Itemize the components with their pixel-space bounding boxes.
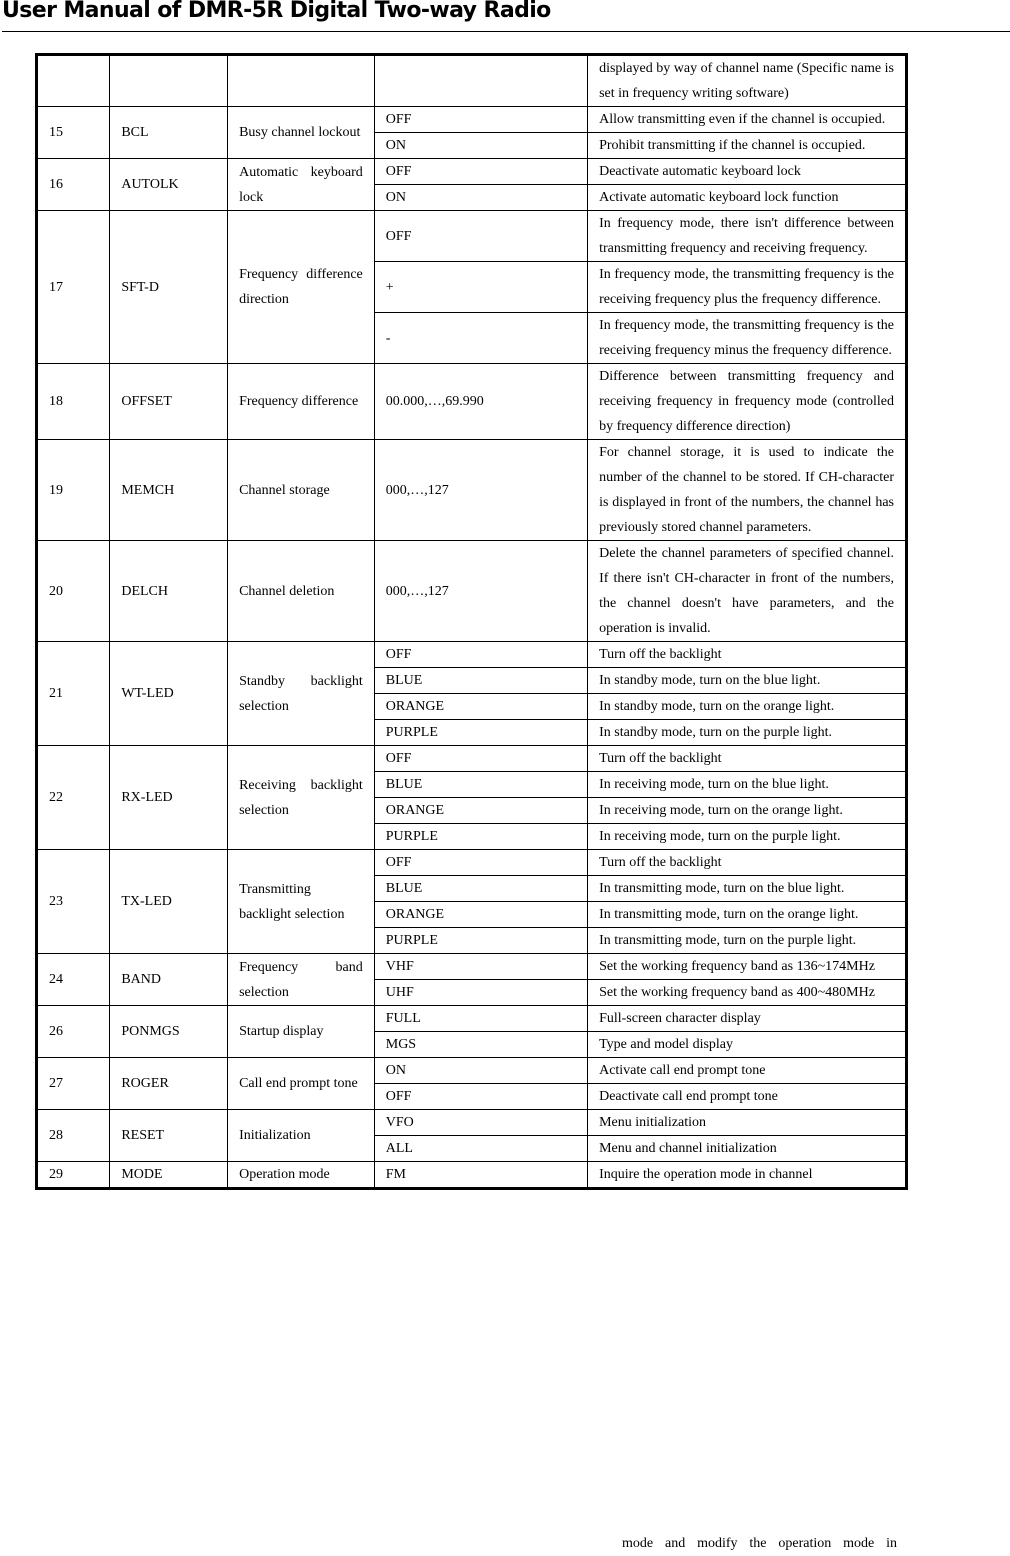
menu-settings-table xyxy=(35,53,908,1190)
table-row xyxy=(37,541,907,642)
cell-no: 20 xyxy=(37,541,110,642)
table-row xyxy=(37,1162,907,1189)
cell-option: PURPLE xyxy=(374,720,587,746)
cell-description: Deactivate automatic keyboard lock xyxy=(588,159,907,185)
cell-description: In frequency mode, there isn't difference between transmitting frequency and receiving frequency. xyxy=(588,211,907,262)
table-row xyxy=(37,850,907,876)
cell-code: WT-LED xyxy=(110,642,228,746)
cell-description: Full-screen character display xyxy=(588,1006,907,1032)
cell-option: FULL xyxy=(374,1006,587,1032)
table-row xyxy=(37,440,907,541)
table-row xyxy=(37,954,907,980)
cell-description: In transmitting mode, turn on the blue light. xyxy=(588,876,907,902)
cell-code: ROGER xyxy=(110,1058,228,1110)
cell-option: BLUE xyxy=(374,772,587,798)
cell-code: PONMGS xyxy=(110,1006,228,1058)
cell-option: UHF xyxy=(374,980,587,1006)
cell-option: + xyxy=(374,262,587,313)
cell-description: Turn off the backlight xyxy=(588,850,907,876)
cell-description: In transmitting mode, turn on the purple light. xyxy=(588,928,907,954)
cell-code: BCL xyxy=(110,107,228,159)
cell-no: 19 xyxy=(37,440,110,541)
table-row xyxy=(37,107,907,133)
cell-description: Inquire the operation mode in channel xyxy=(588,1162,907,1189)
cell-option: ON xyxy=(374,133,587,159)
cell-description: Difference between transmitting frequency and receiving frequency in frequency mode (controlled by frequency difference direction) xyxy=(588,364,907,440)
cell-no: 18 xyxy=(37,364,110,440)
cell-no: 29 xyxy=(37,1162,110,1189)
cell-name: Channel deletion xyxy=(228,541,375,642)
cell-option: OFF xyxy=(374,746,587,772)
cell-code: OFFSET xyxy=(110,364,228,440)
cell-description: In receiving mode, turn on the orange light. xyxy=(588,798,907,824)
cell-name: Standby backlight selection xyxy=(228,642,375,746)
cell-no: 16 xyxy=(37,159,110,211)
cell-description: Activate automatic keyboard lock function xyxy=(588,185,907,211)
cell-description: Type and model display xyxy=(588,1032,907,1058)
continued-description: mode and modify the operation mode in xyxy=(622,1536,897,1551)
cell-description: Prohibit transmitting if the channel is occupied. xyxy=(588,133,907,159)
cell-description: Delete the channel parameters of specified channel. If there isn't CH-character in front of the numbers, the channel doesn't have parameters, and the operation is invalid. xyxy=(588,541,907,642)
cell-option: - xyxy=(374,313,587,364)
table-row xyxy=(37,642,907,668)
cell-name: Operation mode xyxy=(228,1162,375,1189)
cell-name: Frequency difference direction xyxy=(228,211,375,364)
cell-description: In standby mode, turn on the orange light. xyxy=(588,694,907,720)
cell-name: Automatic keyboard lock xyxy=(228,159,375,211)
cell-code: DELCH xyxy=(110,541,228,642)
cell-name: Initialization xyxy=(228,1110,375,1162)
cell-code: SFT-D xyxy=(110,211,228,364)
cell-no: 27 xyxy=(37,1058,110,1110)
cell-code: TX-LED xyxy=(110,850,228,954)
cell-option: 000,…,127 xyxy=(374,440,587,541)
cell-code xyxy=(110,55,228,107)
table-row xyxy=(37,364,907,440)
cell-option xyxy=(374,55,587,107)
cell-name: Frequency difference xyxy=(228,364,375,440)
page-header xyxy=(2,0,1010,32)
cell-option: ALL xyxy=(374,1136,587,1162)
cell-description: In transmitting mode, turn on the orange light. xyxy=(588,902,907,928)
cell-description: Turn off the backlight xyxy=(588,746,907,772)
cell-description: Set the working frequency band as 136~174MHz xyxy=(588,954,907,980)
cell-option: ON xyxy=(374,185,587,211)
cell-option: PURPLE xyxy=(374,928,587,954)
cell-name: Transmitting backlight selection xyxy=(228,850,375,954)
cell-no: 26 xyxy=(37,1006,110,1058)
cell-no: 21 xyxy=(37,642,110,746)
cell-code: RESET xyxy=(110,1110,228,1162)
cell-option: OFF xyxy=(374,850,587,876)
table-row xyxy=(37,159,907,185)
cell-description: In receiving mode, turn on the purple light. xyxy=(588,824,907,850)
cell-option: ORANGE xyxy=(374,902,587,928)
cell-option: ORANGE xyxy=(374,694,587,720)
cell-description: Activate call end prompt tone xyxy=(588,1058,907,1084)
cell-description: Menu initialization xyxy=(588,1110,907,1136)
cell-option: BLUE xyxy=(374,668,587,694)
cell-option: MGS xyxy=(374,1032,587,1058)
cell-name xyxy=(228,55,375,107)
cell-description: Set the working frequency band as 400~480MHz xyxy=(588,980,907,1006)
cell-code: MODE xyxy=(110,1162,228,1189)
cell-option: ON xyxy=(374,1058,587,1084)
cell-option: 000,…,127 xyxy=(374,541,587,642)
cell-option: OFF xyxy=(374,1084,587,1110)
cell-description: In standby mode, turn on the blue light. xyxy=(588,668,907,694)
cell-code: AUTOLK xyxy=(110,159,228,211)
cell-description: In frequency mode, the transmitting frequency is the receiving frequency minus the frequency difference. xyxy=(588,313,907,364)
cell-description: Turn off the backlight xyxy=(588,642,907,668)
cell-option: BLUE xyxy=(374,876,587,902)
cell-option: VHF xyxy=(374,954,587,980)
cell-description: Allow transmitting even if the channel is occupied. xyxy=(588,107,907,133)
cell-name: Frequency band selection xyxy=(228,954,375,1006)
cell-no: 23 xyxy=(37,850,110,954)
table-row xyxy=(37,1110,907,1136)
cell-no: 17 xyxy=(37,211,110,364)
cell-no xyxy=(37,55,110,107)
cell-option: 00.000,…,69.990 xyxy=(374,364,587,440)
cell-option: OFF xyxy=(374,107,587,133)
cell-option: FM xyxy=(374,1162,587,1189)
cell-description: In receiving mode, turn on the blue light. xyxy=(588,772,907,798)
table-row xyxy=(37,746,907,772)
cell-option: ORANGE xyxy=(374,798,587,824)
cell-option: OFF xyxy=(374,159,587,185)
cell-description: Menu and channel initialization xyxy=(588,1136,907,1162)
cell-name: Busy channel lockout xyxy=(228,107,375,159)
table-row xyxy=(37,211,907,262)
cell-option: OFF xyxy=(374,642,587,668)
table-row xyxy=(37,1006,907,1032)
cell-code: RX-LED xyxy=(110,746,228,850)
table-row xyxy=(37,1058,907,1084)
cell-name: Channel storage xyxy=(228,440,375,541)
cell-description: In standby mode, turn on the purple light. xyxy=(588,720,907,746)
cell-name: Startup display xyxy=(228,1006,375,1058)
cell-description: Deactivate call end prompt tone xyxy=(588,1084,907,1110)
table-row xyxy=(37,55,907,107)
cell-no: 22 xyxy=(37,746,110,850)
cell-option: PURPLE xyxy=(374,824,587,850)
cell-code: MEMCH xyxy=(110,440,228,541)
cell-description: displayed by way of channel name (Specific name is set in frequency writing software) xyxy=(588,55,907,107)
cell-no: 24 xyxy=(37,954,110,1006)
cell-code: BAND xyxy=(110,954,228,1006)
cell-option: OFF xyxy=(374,211,587,262)
cell-name: Call end prompt tone xyxy=(228,1058,375,1110)
page-title: User Manual of DMR-5R Digital Two-way Radio xyxy=(2,0,551,23)
cell-no: 28 xyxy=(37,1110,110,1162)
cell-no: 15 xyxy=(37,107,110,159)
cell-name: Receiving backlight selection xyxy=(228,746,375,850)
cell-option: VFO xyxy=(374,1110,587,1136)
cell-description: For channel storage, it is used to indicate the number of the channel to be stored. If CH-character is displayed in front of the numbers, the channel has previously stored channel parameters. xyxy=(588,440,907,541)
cell-description: In frequency mode, the transmitting frequency is the receiving frequency plus the frequency difference. xyxy=(588,262,907,313)
